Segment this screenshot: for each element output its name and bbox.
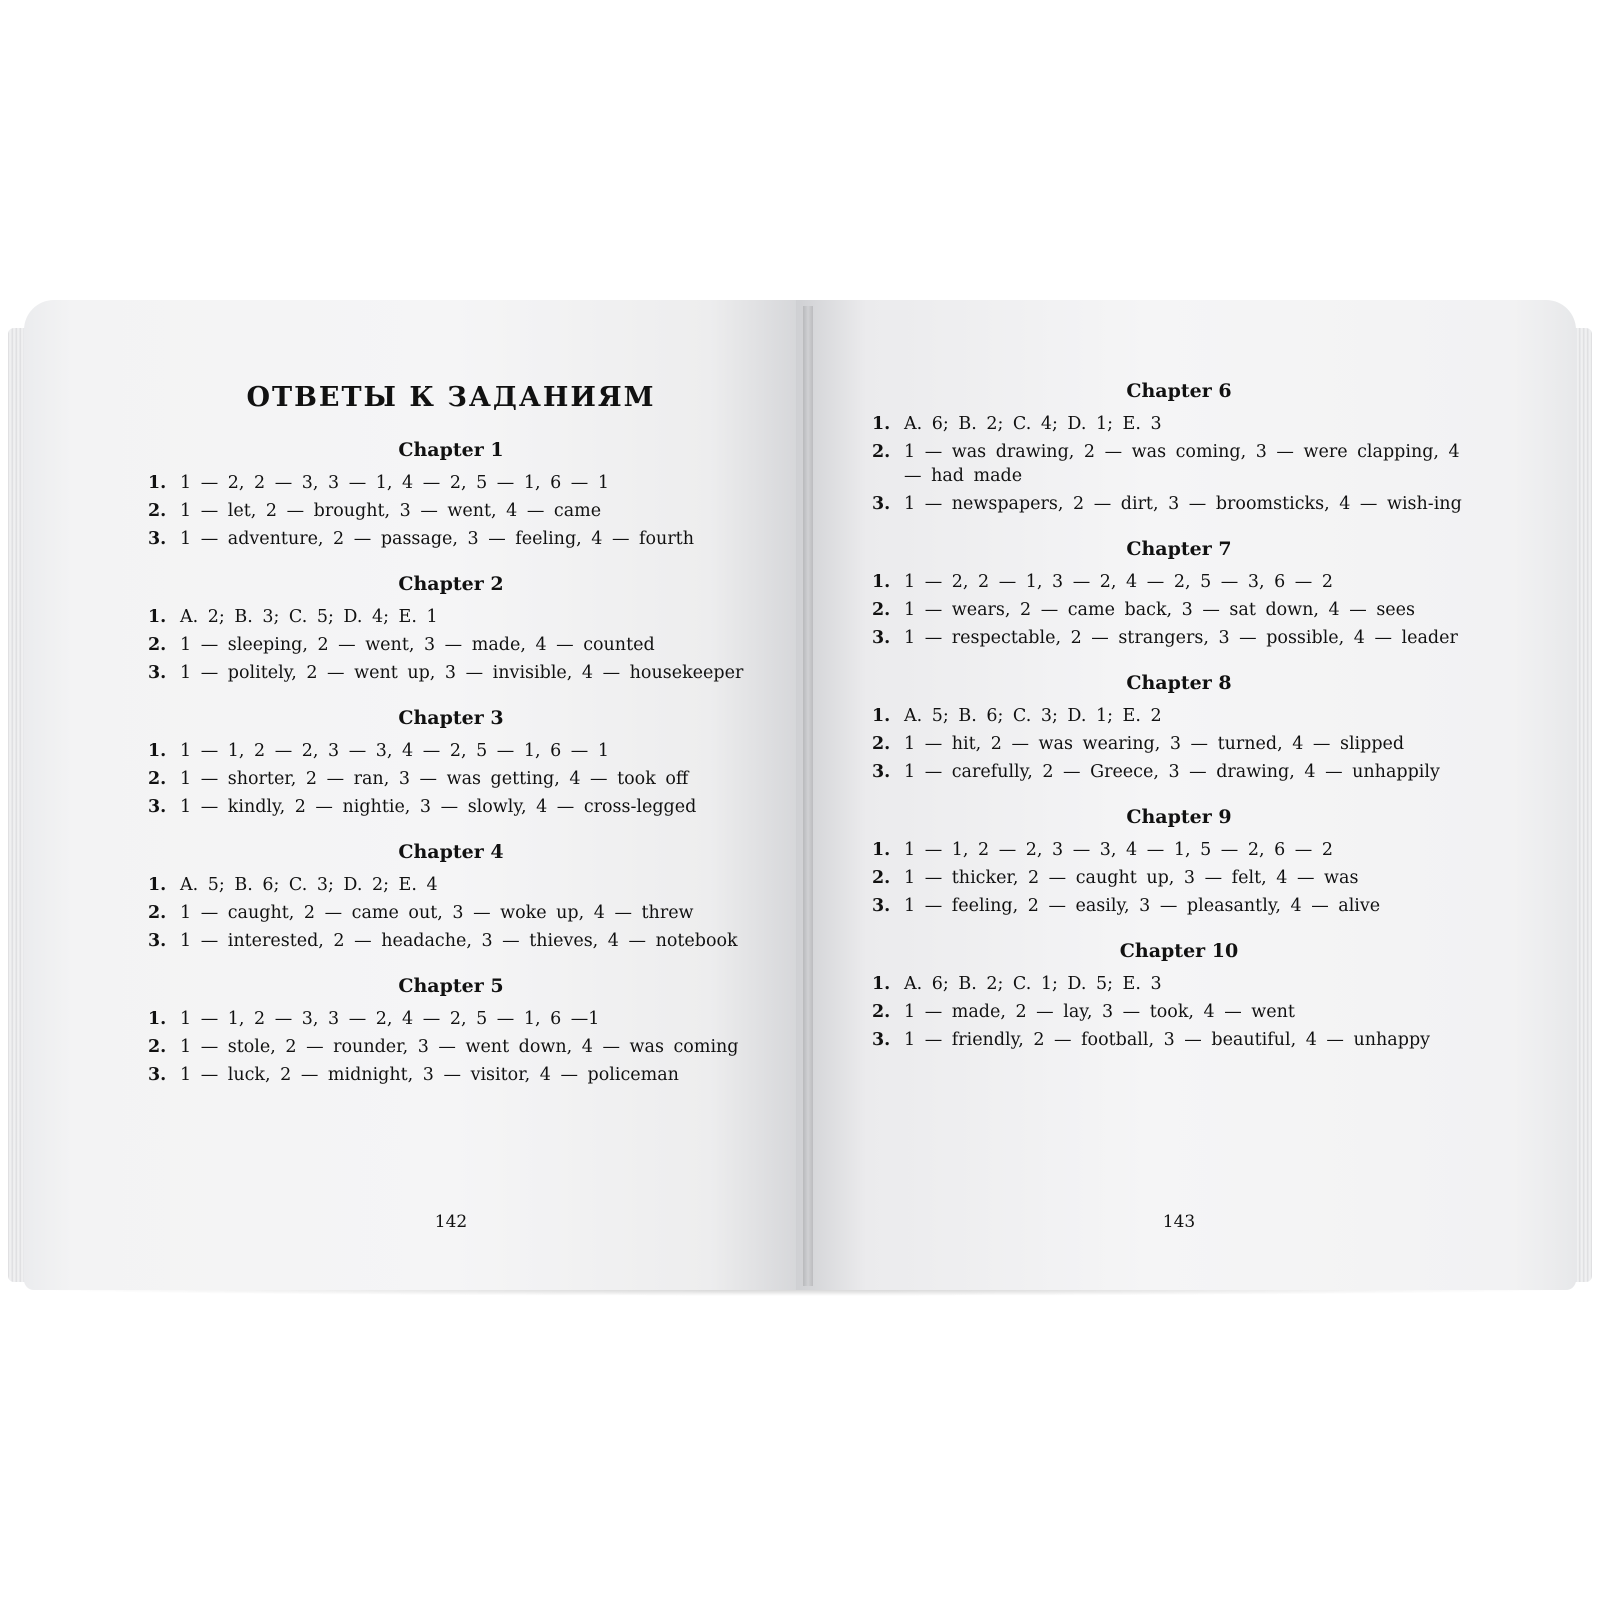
chapter-title: Chapter 8 bbox=[1126, 672, 1232, 694]
answer-text: 1 — hit, 2 — was wearing, 3 — turned, 4 — slipped bbox=[904, 734, 1405, 754]
answer-text: 1 — respectable, 2 — strangers, 3 — possible, 4 — leader bbox=[904, 628, 1458, 648]
answer-row bbox=[872, 626, 1486, 650]
answer-number: 3. bbox=[148, 797, 167, 817]
chapter-title: Chapter 2 bbox=[398, 573, 504, 595]
page-title: ОТВЕТЫ К ЗАДАНИЯМ bbox=[246, 382, 656, 413]
chapter-section bbox=[872, 538, 1486, 650]
open-book bbox=[8, 300, 1592, 1290]
chapter-section bbox=[148, 841, 754, 953]
answer-text: A. 5; B. 6; C. 3; D. 1; E. 2 bbox=[904, 706, 1162, 726]
chapter-section bbox=[872, 940, 1486, 1052]
answer-number: 1. bbox=[148, 1009, 167, 1029]
answer-number: 1. bbox=[872, 840, 891, 860]
answer-text: 1 — 1, 2 — 3, 3 — 2, 4 — 2, 5 — 1, 6 —1 bbox=[180, 1009, 600, 1029]
answer-number: 3. bbox=[872, 628, 891, 648]
answer-number: 3. bbox=[872, 762, 891, 782]
answer-row bbox=[148, 1035, 754, 1059]
book-spine bbox=[803, 306, 813, 1286]
answer-number: 3. bbox=[148, 1065, 167, 1085]
answer-text: A. 5; B. 6; C. 3; D. 2; E. 4 bbox=[180, 875, 438, 895]
answer-number: 3. bbox=[148, 529, 167, 549]
answer-row bbox=[148, 739, 754, 763]
chapter-title: Chapter 4 bbox=[398, 841, 504, 863]
answer-row bbox=[872, 492, 1486, 516]
chapter-title: Chapter 9 bbox=[1126, 806, 1232, 828]
answer-row bbox=[148, 661, 754, 685]
answer-number: 3. bbox=[872, 1030, 891, 1050]
answer-text: 1 — wears, 2 — came back, 3 — sat down, 4 — sees bbox=[904, 600, 1415, 620]
answer-text: A. 2; B. 3; C. 5; D. 4; E. 1 bbox=[180, 607, 438, 627]
chapter-section bbox=[148, 707, 754, 819]
answer-number: 2. bbox=[148, 501, 167, 521]
answer-number: 2. bbox=[872, 442, 891, 462]
answer-row bbox=[872, 570, 1486, 594]
answer-number: 1. bbox=[148, 875, 167, 895]
answer-text: 1 — shorter, 2 — ran, 3 — was getting, 4 — took off bbox=[180, 769, 689, 789]
answer-text: 1 — luck, 2 — midnight, 3 — visitor, 4 — policeman bbox=[180, 1065, 679, 1085]
chapter-title: Chapter 6 bbox=[1126, 380, 1232, 402]
chapter-section bbox=[148, 439, 754, 551]
answer-number: 1. bbox=[872, 706, 891, 726]
answer-number: 3. bbox=[148, 663, 167, 683]
answer-number: 1. bbox=[148, 473, 167, 493]
answer-text: 1 — interested, 2 — headache, 3 — thieves, 4 — notebook bbox=[180, 931, 738, 951]
answer-row bbox=[148, 1063, 754, 1087]
answer-text: A. 6; B. 2; C. 1; D. 5; E. 3 bbox=[904, 974, 1162, 994]
answer-text: 1 — 2, 2 — 3, 3 — 1, 4 — 2, 5 — 1, 6 — 1 bbox=[180, 473, 609, 493]
answer-row bbox=[872, 838, 1486, 862]
answer-row bbox=[148, 633, 754, 657]
answer-number: 3. bbox=[872, 494, 891, 514]
answer-row bbox=[148, 795, 754, 819]
answer-row bbox=[148, 873, 754, 897]
answer-row bbox=[872, 1000, 1486, 1024]
answer-text: 1 — 1, 2 — 2, 3 — 3, 4 — 2, 5 — 1, 6 — 1 bbox=[180, 741, 609, 761]
answer-row bbox=[148, 767, 754, 791]
left-chapter-list bbox=[148, 439, 754, 1087]
answer-number: 2. bbox=[872, 868, 891, 888]
answer-row bbox=[148, 527, 754, 551]
answer-row bbox=[148, 1007, 754, 1031]
answer-text: 1 — was drawing, 2 — was coming, 3 — were clapping, 4 — had made bbox=[904, 442, 1460, 486]
right-page-content bbox=[796, 300, 1576, 1290]
answer-row bbox=[148, 901, 754, 925]
answer-row bbox=[148, 471, 754, 495]
answer-number: 3. bbox=[148, 931, 167, 951]
answer-text: 1 — let, 2 — brought, 3 — went, 4 — came bbox=[180, 501, 602, 521]
answer-row bbox=[872, 440, 1486, 488]
answer-row bbox=[148, 605, 754, 629]
answer-text: A. 6; B. 2; C. 4; D. 1; E. 3 bbox=[904, 414, 1162, 434]
chapter-title: Chapter 7 bbox=[1126, 538, 1232, 560]
left-page bbox=[24, 300, 804, 1290]
answer-row bbox=[872, 760, 1486, 784]
answer-row bbox=[872, 412, 1486, 436]
answer-number: 2. bbox=[148, 903, 167, 923]
answer-text: 1 — carefully, 2 — Greece, 3 — drawing, 4 — unhappily bbox=[904, 762, 1440, 782]
answer-number: 1. bbox=[872, 974, 891, 994]
answer-number: 3. bbox=[872, 896, 891, 916]
right-page bbox=[796, 300, 1576, 1290]
answer-text: 1 — made, 2 — lay, 3 — took, 4 — went bbox=[904, 1002, 1295, 1022]
answer-number: 2. bbox=[148, 769, 167, 789]
answer-text: 1 — 2, 2 — 1, 3 — 2, 4 — 2, 5 — 3, 6 — 2 bbox=[904, 572, 1333, 592]
answer-row bbox=[148, 499, 754, 523]
chapter-section bbox=[148, 573, 754, 685]
answer-row bbox=[872, 894, 1486, 918]
answer-number: 1. bbox=[148, 607, 167, 627]
answer-row bbox=[872, 866, 1486, 890]
answer-number: 2. bbox=[872, 600, 891, 620]
answer-number: 1. bbox=[872, 414, 891, 434]
chapter-title: Chapter 10 bbox=[1119, 940, 1239, 962]
answer-number: 1. bbox=[148, 741, 167, 761]
chapter-section bbox=[148, 975, 754, 1087]
answer-row bbox=[148, 929, 754, 953]
answer-number: 2. bbox=[872, 1002, 891, 1022]
chapter-title: Chapter 5 bbox=[398, 975, 504, 997]
answer-row bbox=[872, 972, 1486, 996]
page-number-right: 143 bbox=[1162, 1212, 1196, 1232]
chapter-section bbox=[872, 672, 1486, 784]
answer-text: 1 — thicker, 2 — caught up, 3 — felt, 4 — was bbox=[904, 868, 1359, 888]
answer-row bbox=[872, 732, 1486, 756]
answer-text: 1 — caught, 2 — came out, 3 — woke up, 4 — threw bbox=[180, 903, 694, 923]
answer-text: 1 — feeling, 2 — easily, 3 — pleasantly, 4 — alive bbox=[904, 896, 1381, 916]
page-number-left: 142 bbox=[434, 1212, 468, 1232]
answer-text: 1 — friendly, 2 — football, 3 — beautiful, 4 — unhappy bbox=[904, 1030, 1431, 1050]
answer-text: 1 — 1, 2 — 2, 3 — 3, 4 — 1, 5 — 2, 6 — 2 bbox=[904, 840, 1333, 860]
answer-number: 2. bbox=[872, 734, 891, 754]
right-chapter-list bbox=[872, 380, 1486, 1052]
answer-number: 2. bbox=[148, 1037, 167, 1057]
answer-row bbox=[872, 598, 1486, 622]
answer-text: 1 — sleeping, 2 — went, 3 — made, 4 — counted bbox=[180, 635, 655, 655]
chapter-title: Chapter 1 bbox=[398, 439, 504, 461]
answer-text: 1 — kindly, 2 — nightie, 3 — slowly, 4 — cross-legged bbox=[180, 797, 697, 817]
answer-number: 1. bbox=[872, 572, 891, 592]
answer-text: 1 — stole, 2 — rounder, 3 — went down, 4 — was coming bbox=[180, 1037, 739, 1057]
left-page-content bbox=[24, 300, 804, 1290]
chapter-title: Chapter 3 bbox=[398, 707, 504, 729]
chapter-section bbox=[872, 380, 1486, 516]
answer-row bbox=[872, 1028, 1486, 1052]
answer-text: 1 — politely, 2 — went up, 3 — invisible, 4 — housekeeper bbox=[180, 663, 744, 683]
answer-text: 1 — newspapers, 2 — dirt, 3 — broomsticks, 4 — wish-ing bbox=[904, 494, 1462, 514]
chapter-section bbox=[872, 806, 1486, 918]
answer-number: 2. bbox=[148, 635, 167, 655]
answer-row bbox=[872, 704, 1486, 728]
answer-text: 1 — adventure, 2 — passage, 3 — feeling, 4 — fourth bbox=[180, 529, 694, 549]
